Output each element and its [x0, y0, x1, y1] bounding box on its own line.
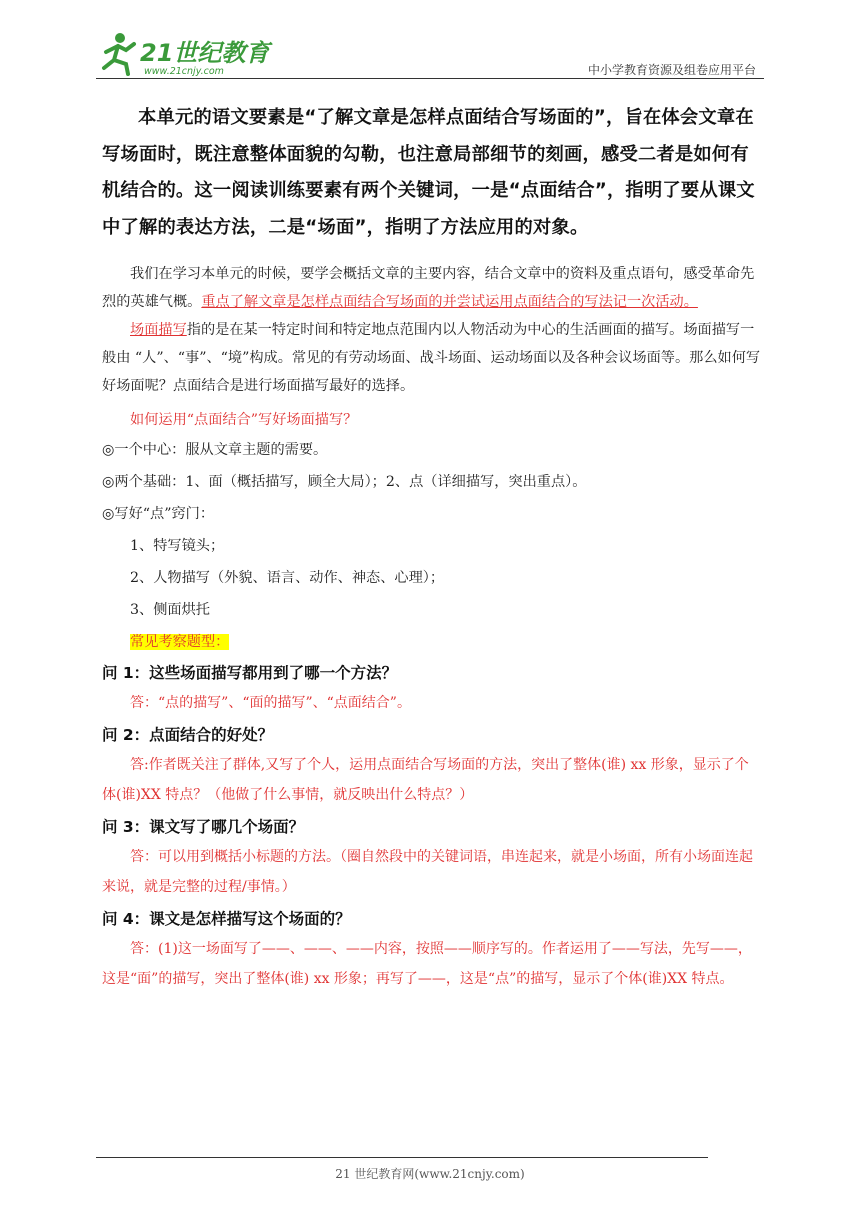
- paragraph-study-goals: [102, 260, 762, 316]
- question-1: 问 1：这些场面描写都用到了哪一个方法？: [102, 664, 398, 682]
- header-divider: [96, 78, 764, 79]
- platform-name: 中小学教育资源及组卷应用平台: [587, 63, 756, 77]
- page-header: [96, 30, 764, 80]
- answer-2: 答:作者既关注了群体,又写了个人，运用点面结合写场面的方法，突出了整体(谁) xx 形象，显示了个体(谁)XX 特点？（他做了什么事情，就反映出什么特点？）: [102, 757, 749, 803]
- answer-3: 答：可以用到概括小标题的方法。（圈自然段中的关键词语，串连起来，就是小场面，所有小场面连起来说，就是完整的过程/事情。）: [102, 849, 753, 895]
- question-types-label: 常见考察题型：: [130, 634, 230, 650]
- scene-description-term: 场面描写: [130, 322, 187, 338]
- footer-divider: [96, 1157, 708, 1158]
- logo: [96, 30, 316, 78]
- point-two-bases: ◎两个基础：1、面（概括描写，顾全大局）；2、点（详细描写，突出重点）。: [102, 474, 587, 490]
- logo-main-text: 21世纪教育: [140, 39, 270, 67]
- point-one-center: ◎一个中心：服从文章主题的需要。: [102, 442, 328, 458]
- page-footer: 21 世纪教育网(www.21cnjy.com): [335, 1167, 525, 1181]
- tip-side-contrast: 3、侧面烘托: [130, 602, 210, 618]
- document-body: [102, 100, 762, 994]
- question-3: 问 3：课文写了哪几个场面？: [102, 818, 305, 836]
- question-4: 问 4：课文是怎样描写这个场面的？: [102, 910, 351, 928]
- question-2: 问 2：点面结合的好处？: [102, 726, 274, 744]
- answer-1: 答：“点的描写”、“面的描写”、“点面结合”。: [130, 695, 411, 711]
- scene-definition-text: 指的是在某一特定时间和特定地点范围内以人物活动为中心的生活画面的描写。场面描写一般由 “人”、“事”、“境”构成。常见的有劳动场面、战斗场面、运动场面以及各种会议场面等。那么如何写好场面呢？点面结合是进行场面描写最好的选择。: [102, 322, 761, 394]
- answer-4: 答：(1)这一场面写了——、——、——内容，按照——顺序写的。作者运用了——写法，先写——，这是“面”的描写，突出了整体(谁) xx 形象；再写了——，这是“点”的描写，显示了个体(谁)XX 特点。: [102, 941, 752, 987]
- tip-closeup: 1、特写镜头；: [130, 538, 225, 554]
- point-tips-heading: ◎写好“点”窍门：: [102, 506, 215, 522]
- paragraph-scene-definition: [102, 316, 762, 400]
- question-types-heading: [102, 626, 762, 658]
- intro-paragraph: 本单元的语文要素是“了解文章是怎样点面结合写场面的”，旨在体会文章在写场面时，既注意整体面貌的勾勒，也注意局部细节的刻画，感受二者是如何有机结合的。这一阅读训练要素有两个关键词，一是“点面结合”，指明了要从课文中了解的表达方法，二是“场面”，指明了方法应用的对象。: [102, 107, 755, 238]
- logo-url-text: www.21cnjy.com: [144, 66, 224, 77]
- runner-icon: [104, 33, 134, 74]
- howto-title: 如何运用“点面结合”写好场面描写？: [130, 412, 358, 428]
- tip-character-description: 2、人物描写（外貌、语言、动作、神态、心理）；: [130, 570, 445, 586]
- study-goals-text: 我们在学习本单元的时候，要学会概括文章的主要内容，结合文章中的资料及重点语句，感受革命先烈的英雄气概。: [102, 266, 755, 310]
- study-goals-emphasis: 重点了解文章是怎样点面结合写场面的并尝试运用点面结合的写法记一次活动。: [201, 294, 698, 310]
